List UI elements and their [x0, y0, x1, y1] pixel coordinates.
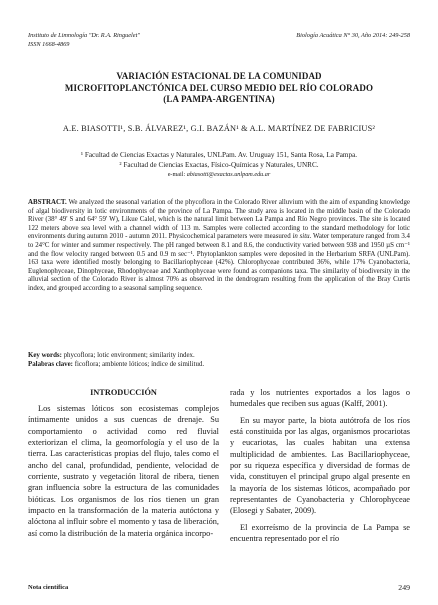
keywords-es [28, 361, 410, 370]
email-label: e-mail: [167, 171, 186, 178]
intro-paragraph-1: Los sistemas lóticos son ecosistemas complejos íntimamente unidos a sus cuencas de drenaje. Su comportamiento o actividad como red fluvial exteriorizan el clima, la geomorfología y el uso de la tierra. Las características propias del flujo, tales como el ancho del canal, profundidad, pendiente, velocidad de corriente, sustrato y vegetación litoral de ribera, tienen gran influencia sobre la estructura de las comunidades bióticas. Los organismos de los ríos tienen un gran impacto en la transformación de la materia autóctona y alóctona al influir sobre el momento y tasa de liberación, así como la distribución de la materia orgánica incorpo- [28, 404, 219, 538]
keywords-block [28, 352, 410, 369]
abstract [28, 199, 410, 294]
intro-paragraph-1-continued: rada y los nutrientes exportados a los lagos o humedales que reciben sus aguas (Kalff, 2001). [230, 388, 410, 409]
intro-paragraph-2: En su mayor parte, la biota autótrofa de los ríos está constituida por las algas, organismos procariotas y eucariotas, las cuales habitan una extensa multiplicidad de ambientes. Las Bacillariophyceae, por su riqueza específica y diversidad de formas de vida, constituyen el principal grupo algal presente en la mayoría de los sistemas lóticos, acompañado por representantes de Cyanobacteria y Chlorophyceae (Elosegi y Sabater, 2009). [230, 415, 410, 516]
article-title [40, 71, 398, 106]
abstract-label: ABSTRACT. [28, 199, 67, 206]
journal-header [28, 31, 140, 49]
page-number: 249 [398, 583, 410, 592]
section-heading-introduccion: INTRODUCCIÓN [90, 388, 157, 397]
affiliation-2: ² Facultad de Ciencias Exactas, Físico-Químicas y Naturales, UNRC. [119, 161, 319, 169]
keywords-en [28, 352, 410, 361]
title-line-3: (LA PAMPA-ARGENTINA) [163, 94, 275, 104]
citation-header: Biología Acuática N° 30, Año 2014: 249-258 [296, 32, 410, 39]
body-column-right [230, 387, 410, 544]
keywords-text: phycoflora; lotic environment; similarity index. [63, 352, 195, 359]
affiliation-1: ¹ Facultad de Ciencias Exactas y Naturales, UNLPam. Av. Uruguay 151, Santa Rosa, La Pampa. [80, 151, 358, 159]
body-column-left [28, 387, 219, 539]
abstract-text-2: . Water temperature ranged from 3.4 to 24°C for winter and summer respectively. The pH ranged between 8.1 and 8.6, the conductivity varied between 938 and 1950 µS cm⁻¹ and the flow velocity ranged between 0.5 and 0.9 m sec⁻¹. Phytoplankton samples were deposited in the Herbarium SRFA (UNLPam). 163 taxa were identified mostly belonging to Bacillariophyceae (42%). Chlorophyceae contributed 36%, while 17% Cyanobacteria, Euglenophyceae, Dinophyceae, Rhodophyceae and Xanthophyceae were found as companions taxa. The similarity of biodiversity in the alluvial section of the Colorado River is almost 70% as observed in the dendrogram resulting from the application of the Bray Curtis index, and grouped according to a seasonal sampling sequence. [28, 233, 410, 292]
keywords-es-label: Palabras clave: [28, 360, 73, 368]
abstract-text: We analyzed the seasonal variation of the phycoflora in the Colorado River alluvium with the aim of expanding knowledge of algal biodiversity in lotic environments of the province of La Pampa. The study area is located in the middle basin of the Colorado River (38° 49' S and 64° 59' W), Likue Calel, which is the natural limit between La Pampa and Río Negro provinces. The site is located 122 meters above sea level with a channel width of 113 m. Samples were collected according to the standard methodology for lotic environments during autumn 2010 - autumn 2011. Physicochemical parameters were measured [28, 199, 410, 241]
intro-paragraph-3: El exorreísmo de la provincia de La Pampa se encuentra representado por el río [230, 522, 410, 544]
footer-section-label: Nota científica [28, 584, 69, 591]
keywords-es-text: ficoflora; ambiente lóticos; índice de similitud. [74, 360, 205, 368]
keywords-label: Key words: [28, 352, 62, 359]
title-line-2: MICROFITOPLANCTÓNICA DEL CURSO MEDIO DEL RÍO COLORADO [64, 82, 374, 93]
authors: A.E. BIASOTTI¹, S.B. ÁLVAREZ¹, G.I. BAZÁN¹ & A.L. MARTÍNEZ DE FABRICIUS² [62, 124, 376, 133]
affiliations [28, 150, 410, 180]
title-line-1: VARIACIÓN ESTACIONAL DE LA COMUNIDAD [116, 71, 322, 81]
email-line [28, 170, 410, 180]
abstract-in-situ: in situ [292, 233, 310, 241]
email-address[interactable]: abiasotti@exactas.unlpam.edu.ar [186, 171, 271, 178]
journal-institute: Instituto de Limnología "Dr. R.A. Ringuelet" [28, 32, 140, 39]
journal-issn: ISSN 1668-4869 [28, 41, 70, 48]
